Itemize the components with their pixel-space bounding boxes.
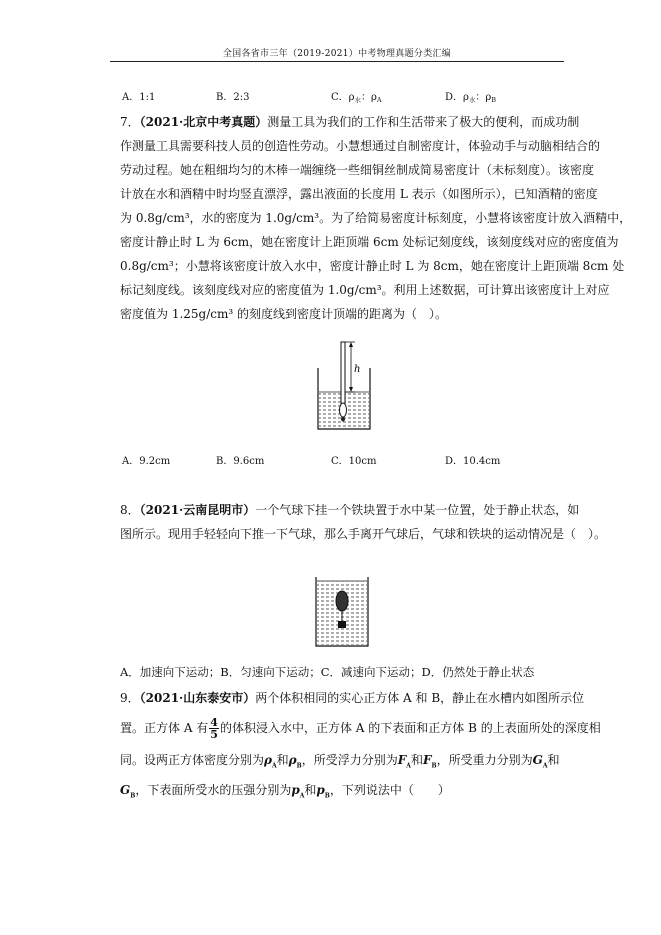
q6-option-a: A．1:1 (122, 92, 156, 103)
hydrometer-stick (341, 342, 345, 412)
iron-block (338, 621, 346, 628)
rho-a: $\rho_A$ (264, 753, 277, 770)
question-8-source: （2021·云南昆明市） (139, 503, 256, 517)
question-9-text: 9．（2021·山东泰安市）两个体积相同的实心正方体 A 和 B，静止在水槽内如图所示位 置。正方体 A 有 $\frac{4}{5}$ 的体积浸入水中，正方体 A 的下表面和正方体 B 的上表面所处的深度相 同。设两正方体密度分别为$\rho_A$和$\rho_B$，所受浮力分别为$F_A$和$F_B$，所受重力分别为$G_A$和 $G_B$，下表面所受水的压强分别为$p_A$和$p_B$，下列说法中（ ） (120, 691, 601, 800)
q7-option-b: B．9.6cm (216, 456, 265, 467)
q6-option-b: B．2:3 (216, 92, 250, 103)
q7-option-a: A．9.2cm (122, 456, 171, 467)
q6-option-d: D．$\rho_水$：$\rho_B$ (445, 92, 497, 104)
question-9-source: （2021·山东泰安市） (139, 691, 256, 705)
question-7-text: 7．（2021·北京中考真题）测量工具为我们的工作和生活带来了极大的便利，而成功制 作测量工具需要科技人员的创造性劳动。小慧想通过自制密度计，体验动手与动脑相结合的 劳动过程。她在粗细均匀的木棒一端缠绕一些细铜丝制成简易密度计（未标刻度）。该密度 计放在水和酒精中时均竖直漂浮，露出液面的长度用 L 表示（如图所示），已知酒精的密度 为 0.8g/cm³，水的密度为 1.0g/cm³。为了给简易密度计标刻度，小慧将该密度计放入酒精中， 密度计静止时 L 为 6cm，她在密度计上距顶端 6cm 处标记刻度线，该刻度线对应的密度值为 0.8g/cm³；小慧将该密度计放入水中，密度计静止时 L 为 8cm，她在密度计上距顶端 8cm 处 标记刻度线。该刻度线对应的密度值为 1.0g/cm³。利用上述数据，可计算出该密度计上对应 密度值为 1.25g/cm³ 的刻度线到密度计顶端的距离为（ ）。 (120, 115, 632, 321)
rho-b: $\rho_B$ (288, 753, 302, 770)
question-7-source: （2021·北京中考真题） (139, 115, 268, 129)
page-header: 全国各省市三年（2019-2021）中考物理真题分类汇编 (222, 49, 452, 59)
hydrometer-figure (313, 340, 375, 430)
pressure-a: $p_A$ (291, 783, 305, 800)
pressure-b: $p_B$ (316, 783, 330, 800)
force-a: $F_A$ (397, 753, 411, 770)
balloon (336, 591, 348, 611)
q8-options: A．加速向下运动；B．匀速向下运动；C．减速向下运动；D．仍然处于静止状态 (120, 665, 535, 679)
header-rule (110, 61, 564, 62)
length-label: h (354, 364, 361, 375)
gravity-a: $G_A$ (532, 753, 548, 770)
balloon-iron-figure (311, 575, 373, 647)
hydrometer-bulb (340, 403, 347, 417)
q6-option-c: C．$\rho_水$：$\rho_A$ (331, 92, 382, 104)
copper-wire-weight (341, 417, 345, 422)
fraction-four-fifths: $\frac{4}{5}$ (210, 716, 218, 741)
gravity-b: $G_B$ (120, 783, 136, 800)
q7-option-d: D．10.4cm (445, 456, 501, 467)
question-8-text: 8．（2021·云南昆明市）一个气球下挂一个铁块置于水中某一位置，处于静止状态，如 图所示。现用手轻轻向下推一下气球，那么手离开气球后，气球和铁块的运动情况是（ ）。 (120, 503, 607, 541)
q7-option-c: C．10cm (331, 456, 377, 467)
force-b: $F_B$ (422, 753, 437, 770)
